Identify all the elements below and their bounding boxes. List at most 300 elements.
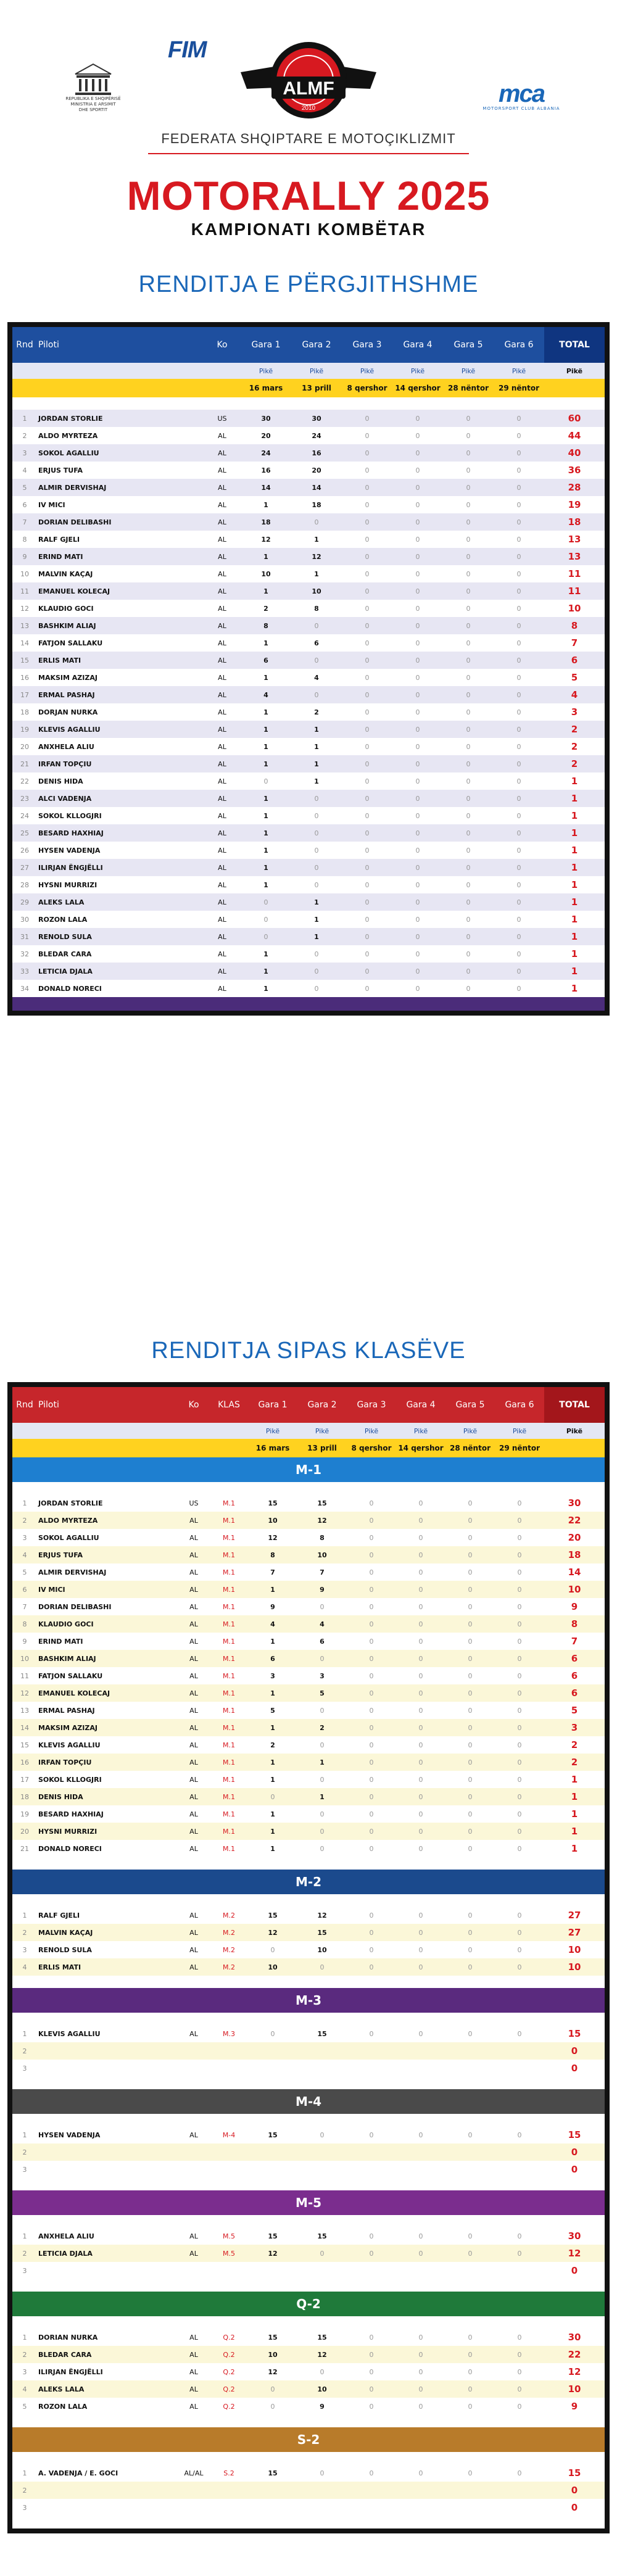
race-points: 0 <box>291 513 342 531</box>
race-points: 0 <box>392 479 443 496</box>
rank: 30 <box>12 911 37 928</box>
race-points: 0 <box>392 928 443 945</box>
race-points <box>396 2143 445 2161</box>
almf-text: ALMF <box>283 78 334 99</box>
race-points <box>248 2499 297 2516</box>
rank: 12 <box>12 600 37 617</box>
table-row <box>12 2482 605 2499</box>
table-row <box>12 1546 605 1563</box>
race-points: 0 <box>291 652 342 669</box>
race-points: 0 <box>392 462 443 479</box>
race-points: 1 <box>291 755 342 772</box>
country: AL <box>204 652 241 669</box>
pilot-name: SOKOL AGALLIU <box>37 1529 178 1546</box>
blank-cell <box>544 1439 605 1457</box>
race-points: 8 <box>297 1529 347 1546</box>
race-points: 0 <box>443 669 494 686</box>
race-points <box>445 2161 495 2178</box>
race-date: 28 nëntor <box>443 379 494 397</box>
rank: 20 <box>12 1823 37 1840</box>
total-points: 9 <box>544 2398 605 2415</box>
race-points: 0 <box>494 513 544 531</box>
race-points: 0 <box>494 427 544 444</box>
race-points: 15 <box>297 2025 347 2042</box>
race-points <box>445 2143 495 2161</box>
race-points: 0 <box>392 738 443 755</box>
rank: 2 <box>12 2245 37 2262</box>
race-points: 0 <box>396 1907 445 1924</box>
race-points: 0 <box>392 824 443 842</box>
race-points: 0 <box>396 2329 445 2346</box>
country: AL <box>204 617 241 634</box>
race-points <box>297 2060 347 2077</box>
race-points: 10 <box>248 2346 297 2363</box>
race-points: 0 <box>445 1546 495 1563</box>
rank: 32 <box>12 945 37 963</box>
country: AL <box>178 2227 210 2245</box>
race-points: 0 <box>248 2398 297 2415</box>
race-points: 0 <box>443 790 494 807</box>
pilot-name: EMANUEL KOLECAJ <box>37 582 204 600</box>
rank: 19 <box>12 721 37 738</box>
table-row <box>12 2464 605 2482</box>
race-points: 0 <box>396 1736 445 1754</box>
total-points: 2 <box>544 1736 605 1754</box>
race-points: 0 <box>392 513 443 531</box>
race-points: 0 <box>396 1650 445 1667</box>
race-points: 0 <box>342 531 392 548</box>
pilot-name <box>37 2060 178 2077</box>
total-points: 18 <box>544 1546 605 1563</box>
race-points: 1 <box>291 721 342 738</box>
race-date: 13 prill <box>297 1439 347 1457</box>
race-points: 0 <box>443 531 494 548</box>
race-points <box>297 2482 347 2499</box>
class-header <box>12 2190 605 2215</box>
pilot-name: ROZON LALA <box>37 2398 178 2415</box>
race-points: 9 <box>248 1598 297 1615</box>
race-points: 15 <box>248 2126 297 2143</box>
header-cell: Gara 5 <box>443 327 494 363</box>
table-row <box>12 2398 605 2415</box>
table-row <box>12 1581 605 1598</box>
race-points: 1 <box>297 1754 347 1771</box>
total-points: 3 <box>544 703 605 721</box>
race-points: 0 <box>347 2398 396 2415</box>
class-name: M-2 <box>12 1870 605 1894</box>
race-points: 0 <box>445 1633 495 1650</box>
race-points: 0 <box>342 842 392 859</box>
race-points: 0 <box>495 2363 544 2380</box>
race-points: 18 <box>241 513 291 531</box>
spacer <box>12 1482 605 1494</box>
country: AL <box>204 582 241 600</box>
race-points: 0 <box>443 427 494 444</box>
general-table <box>12 327 605 1011</box>
pilot-name: DONALD NORECI <box>37 1840 178 1857</box>
header-cell: Gara 3 <box>342 327 392 363</box>
race-points: 0 <box>347 1581 396 1598</box>
race-points: 0 <box>445 1771 495 1788</box>
race-points: 0 <box>392 617 443 634</box>
total-points: 8 <box>544 1615 605 1633</box>
race-points: 10 <box>248 1512 297 1529</box>
country: AL <box>178 1719 210 1736</box>
dates-row <box>12 379 605 397</box>
total-points: 10 <box>544 1941 605 1958</box>
country: AL <box>178 1615 210 1633</box>
race-points: 0 <box>342 893 392 911</box>
rank: 20 <box>12 738 37 755</box>
race-points: 0 <box>342 600 392 617</box>
class-standings <box>7 1382 610 2533</box>
race-points: 0 <box>445 1958 495 1976</box>
table-row <box>12 513 605 531</box>
race-points: 0 <box>495 1823 544 1840</box>
points-label-total: Pikë <box>544 363 605 379</box>
race-points: 0 <box>495 1667 544 1684</box>
race-points: 0 <box>396 1633 445 1650</box>
race-points: 0 <box>494 842 544 859</box>
country: AL <box>178 1512 210 1529</box>
race-points: 0 <box>443 876 494 893</box>
race-points: 0 <box>342 686 392 703</box>
points-label-total: Pikë <box>544 1423 605 1439</box>
total-points: 30 <box>544 2227 605 2245</box>
total-points: 22 <box>544 2346 605 2363</box>
rank: 4 <box>12 2380 37 2398</box>
race-points: 0 <box>495 1650 544 1667</box>
race-points <box>396 2262 445 2279</box>
race-points: 0 <box>392 963 443 980</box>
table-row <box>12 911 605 928</box>
class-table <box>12 1387 605 2528</box>
country: AL <box>204 755 241 772</box>
pilot-name: RALF GJELI <box>37 531 204 548</box>
total-points: 15 <box>544 2126 605 2143</box>
class-header <box>12 1457 605 1482</box>
header-cell: Gara 1 <box>248 1387 297 1423</box>
pilot-name <box>37 2143 178 2161</box>
race-points: 0 <box>297 1598 347 1615</box>
race-points: 1 <box>241 703 291 721</box>
rank: 11 <box>12 582 37 600</box>
race-points: 0 <box>392 686 443 703</box>
pilot-name: HYSNI MURRIZI <box>37 1823 178 1840</box>
race-points: 0 <box>291 824 342 842</box>
pilot-name: ALMIR DERVISHAJ <box>37 479 204 496</box>
pilot-name: HYSEN VADENJA <box>37 2126 178 2143</box>
race-points: 1 <box>241 963 291 980</box>
pilot-name: BASHKIM ALIAJ <box>37 1650 178 1667</box>
race-points: 0 <box>445 1805 495 1823</box>
country: AL <box>178 1546 210 1563</box>
race-points: 0 <box>392 876 443 893</box>
race-points: 0 <box>443 479 494 496</box>
race-points: 0 <box>445 1736 495 1754</box>
total-points: 1 <box>544 928 605 945</box>
race-points: 0 <box>495 2398 544 2415</box>
table-row <box>12 2329 605 2346</box>
race-points: 0 <box>494 686 544 703</box>
table-row <box>12 531 605 548</box>
race-points: 0 <box>347 1494 396 1512</box>
race-points: 15 <box>248 2329 297 2346</box>
total-points: 0 <box>544 2143 605 2161</box>
race-points: 0 <box>347 1958 396 1976</box>
race-points: 4 <box>297 1615 347 1633</box>
class-code: M.1 <box>210 1563 248 1581</box>
country: AL <box>204 859 241 876</box>
rank: 10 <box>12 1650 37 1667</box>
table-row <box>12 686 605 703</box>
rank: 5 <box>12 479 37 496</box>
mca-text: MOTORSPORT CLUB ALBANIA <box>482 106 560 111</box>
table-row <box>12 1684 605 1702</box>
race-points: 0 <box>495 2025 544 2042</box>
race-points: 0 <box>443 582 494 600</box>
table-row <box>12 2499 605 2516</box>
race-points: 0 <box>392 444 443 462</box>
race-points: 10 <box>291 582 342 600</box>
total-points: 12 <box>544 2245 605 2262</box>
points-label-row <box>12 363 605 379</box>
race-points <box>445 2499 495 2516</box>
country <box>178 2143 210 2161</box>
race-points: 0 <box>392 945 443 963</box>
class-name: M-1 <box>12 1457 605 1482</box>
race-points: 0 <box>342 790 392 807</box>
spacer-cell <box>12 397 605 410</box>
federation-name: FEDERATA SHQIPTARE E MOTOÇIKLIZMIT <box>161 131 456 146</box>
pilot-name <box>37 2161 178 2178</box>
country: AL <box>204 963 241 980</box>
race-points: 1 <box>241 876 291 893</box>
race-points: 0 <box>347 1598 396 1615</box>
race-points: 0 <box>347 1684 396 1702</box>
class-code: M.1 <box>210 1512 248 1529</box>
class-code: M.1 <box>210 1736 248 1754</box>
table-row <box>12 634 605 652</box>
almf-logo <box>234 38 383 131</box>
table-row <box>12 2161 605 2178</box>
country: AL <box>204 876 241 893</box>
rank: 23 <box>12 790 37 807</box>
race-points: 0 <box>342 824 392 842</box>
total-points: 0 <box>544 2161 605 2178</box>
race-points: 0 <box>443 703 494 721</box>
table-row <box>12 548 605 565</box>
rank: 17 <box>12 1771 37 1788</box>
total-points: 1 <box>544 1788 605 1805</box>
table-row <box>12 859 605 876</box>
table-row <box>12 2262 605 2279</box>
spacer-cell <box>12 1976 605 1988</box>
spacer-cell <box>12 1857 605 1870</box>
race-points <box>495 2042 544 2060</box>
class-code: M.2 <box>210 1941 248 1958</box>
country: AL <box>178 2363 210 2380</box>
rank: 5 <box>12 1563 37 1581</box>
race-points: 12 <box>248 2245 297 2262</box>
race-points: 0 <box>396 1667 445 1684</box>
race-points <box>495 2499 544 2516</box>
class-code: M.1 <box>210 1667 248 1684</box>
rank: 2 <box>12 427 37 444</box>
rank: 21 <box>12 1840 37 1857</box>
class-code <box>210 2161 248 2178</box>
race-points <box>495 2143 544 2161</box>
race-points: 0 <box>342 582 392 600</box>
pilot-name: RENOLD SULA <box>37 1941 178 1958</box>
total-points: 10 <box>544 1958 605 1976</box>
race-points: 0 <box>445 1615 495 1633</box>
table-row <box>12 963 605 980</box>
table-row <box>12 2245 605 2262</box>
race-points <box>347 2161 396 2178</box>
rank: 3 <box>12 444 37 462</box>
pilot-name: IRFAN TOPÇIU <box>37 755 204 772</box>
race-points: 0 <box>494 980 544 997</box>
header-cell: TOTAL <box>544 1387 605 1423</box>
header-cell: Ko <box>178 1387 210 1423</box>
race-points: 0 <box>392 755 443 772</box>
race-points: 0 <box>495 2464 544 2482</box>
race-points: 0 <box>342 652 392 669</box>
country <box>178 2060 210 2077</box>
race-points: 0 <box>396 1771 445 1788</box>
country: AL <box>178 2329 210 2346</box>
race-points: 0 <box>495 1615 544 1633</box>
race-points: 0 <box>342 410 392 427</box>
race-points: 0 <box>297 1958 347 1976</box>
rank: 28 <box>12 876 37 893</box>
race-points: 0 <box>443 842 494 859</box>
spacer-cell <box>12 2415 605 2427</box>
footer-bar <box>12 997 605 1011</box>
race-points: 0 <box>495 1754 544 1771</box>
spacer-cell <box>12 2114 605 2126</box>
country: AL <box>204 548 241 565</box>
race-points: 4 <box>241 686 291 703</box>
table-row <box>12 1771 605 1788</box>
race-points <box>445 2060 495 2077</box>
rank: 19 <box>12 1805 37 1823</box>
rank: 15 <box>12 1736 37 1754</box>
race-date: 29 nëntor <box>495 1439 544 1457</box>
pilot-name: FATJON SALLAKU <box>37 1667 178 1684</box>
class-name: Q-2 <box>12 2292 605 2316</box>
header-cell: Rnd <box>12 327 37 363</box>
race-points: 0 <box>392 496 443 513</box>
pilot-name: ERJUS TUFA <box>37 462 204 479</box>
dates-row <box>12 1439 605 1457</box>
race-points: 0 <box>347 1736 396 1754</box>
table-row <box>12 1958 605 1976</box>
race-points: 0 <box>392 790 443 807</box>
rank: 1 <box>12 2227 37 2245</box>
pilot-name: ILIRJAN ËNGJËLLI <box>37 859 204 876</box>
pilot-name: KLEVIS AGALLIU <box>37 2025 178 2042</box>
race-points: 0 <box>445 1684 495 1702</box>
rank: 2 <box>12 2143 37 2161</box>
spacer-cell <box>12 1482 605 1494</box>
race-points: 24 <box>241 444 291 462</box>
race-points: 1 <box>291 911 342 928</box>
race-points <box>248 2482 297 2499</box>
race-points: 0 <box>495 1771 544 1788</box>
pilot-name <box>37 2262 178 2279</box>
race-points: 0 <box>494 582 544 600</box>
class-header <box>12 1870 605 1894</box>
race-points: 0 <box>495 2346 544 2363</box>
rank: 3 <box>12 2499 37 2516</box>
pilot-name: RENOLD SULA <box>37 928 204 945</box>
table-row <box>12 2060 605 2077</box>
race-date: 29 nëntor <box>494 379 544 397</box>
rank: 27 <box>12 859 37 876</box>
points-label: Pikë <box>494 363 544 379</box>
race-points: 6 <box>241 652 291 669</box>
rank: 24 <box>12 807 37 824</box>
race-points <box>297 2262 347 2279</box>
country: AL <box>204 893 241 911</box>
points-label: Pikë <box>297 1423 347 1439</box>
pilot-name <box>37 2482 178 2499</box>
race-date: 16 mars <box>248 1439 297 1457</box>
table-row <box>12 772 605 790</box>
table-row <box>12 617 605 634</box>
race-points: 0 <box>342 980 392 997</box>
pilot-name: IV MICI <box>37 496 204 513</box>
race-points: 1 <box>241 721 291 738</box>
race-points: 0 <box>495 1805 544 1823</box>
race-points: 30 <box>291 410 342 427</box>
class-code: M.1 <box>210 1633 248 1650</box>
header-cell: Piloti <box>37 1387 178 1423</box>
blank-cell <box>544 379 605 397</box>
class-code: M.1 <box>210 1494 248 1512</box>
total-points: 9 <box>544 1598 605 1615</box>
race-points <box>248 2262 297 2279</box>
class-code: M.1 <box>210 1546 248 1563</box>
race-points: 0 <box>445 1788 495 1805</box>
race-points: 0 <box>494 410 544 427</box>
rank: 34 <box>12 980 37 997</box>
class-code: M.1 <box>210 1823 248 1840</box>
race-points: 0 <box>342 548 392 565</box>
race-points: 0 <box>494 531 544 548</box>
race-points: 8 <box>291 600 342 617</box>
race-points <box>347 2143 396 2161</box>
race-points: 0 <box>494 462 544 479</box>
race-points: 0 <box>342 444 392 462</box>
race-points: 0 <box>495 2245 544 2262</box>
country: AL <box>178 1736 210 1754</box>
race-points: 0 <box>347 2227 396 2245</box>
race-points: 0 <box>392 893 443 911</box>
rank: 1 <box>12 410 37 427</box>
rank: 13 <box>12 617 37 634</box>
class-code <box>210 2042 248 2060</box>
pilot-name: BLEDAR CARA <box>37 945 204 963</box>
total-points: 1 <box>544 790 605 807</box>
class-header <box>12 2427 605 2452</box>
race-points: 12 <box>291 548 342 565</box>
race-points: 0 <box>445 2126 495 2143</box>
race-points: 0 <box>392 600 443 617</box>
race-points: 0 <box>297 1736 347 1754</box>
